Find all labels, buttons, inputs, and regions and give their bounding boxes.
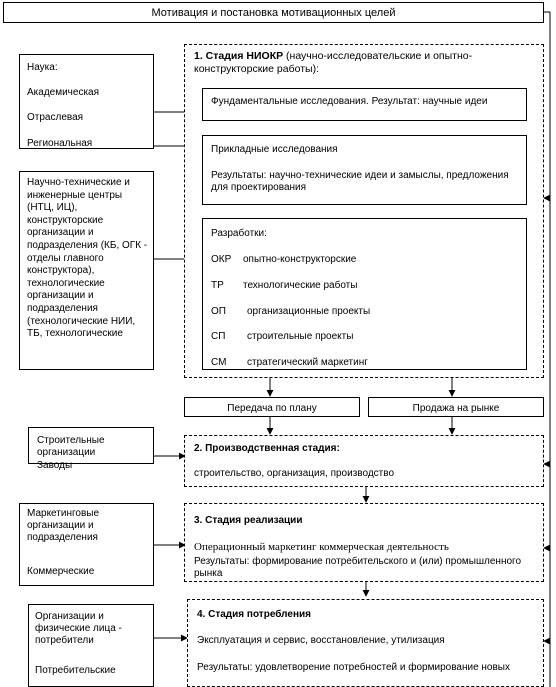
dev-name: опытно-конструкторские: [243, 254, 357, 265]
fundamental-text: Фундаментальные исследования. Результат: научные идеи: [211, 96, 488, 107]
transfer-plan-label: Передача по плану: [227, 403, 317, 414]
developments-title: Разработки:: [211, 228, 267, 239]
science-box: [19, 54, 154, 149]
construction-plants: Заводы: [37, 460, 73, 471]
dev-name: организационные проекты: [247, 306, 371, 317]
transfer-market-box: [368, 397, 544, 417]
developments-box: [202, 218, 527, 370]
dev-name: стратегический маркетинг: [247, 357, 368, 368]
dev-code: ТР: [211, 280, 224, 291]
dev-code: СП: [211, 331, 226, 342]
stage2-box: [184, 435, 544, 487]
transfer-market-label: Продажа на рынке: [412, 403, 500, 414]
centers-text: Научно-технические и инженерные центры (НТЦ, ИЦ), конструкторские организации и подразделения (КБ, ОГК - отделы главного конструктора), технологические организации и подразделения (технологические НИИ, ТБ, технологические: [27, 177, 148, 340]
stage4-result: Результаты: удовлетворение потребностей и формирование новых: [197, 662, 510, 673]
marketing-box: [19, 503, 154, 586]
stage1-title: 1. Стадия НИОКР (научно-исследовательские и опытно-конструкторские работы):: [194, 50, 473, 75]
dev-name: строительные проекты: [247, 331, 354, 342]
dev-code: ОКР: [211, 254, 232, 265]
stage4-service: Эксплуатация и сервис, восстановление, утилизация: [197, 635, 445, 646]
science-heading: Наука:: [27, 62, 58, 73]
applied-result: Результаты: научно-технические идеи и замыслы, предложения для проектирования: [211, 170, 509, 193]
centers-box: [19, 171, 154, 370]
consumers-consumer: Потребительские: [35, 665, 116, 676]
consumers-orgs: Организации и физические лица - потребители: [35, 611, 122, 646]
marketing-orgs: Маркетинговые организации и подразделения: [27, 508, 100, 543]
header-box: [3, 2, 544, 23]
stage2-text: строительство, организация, производство: [194, 468, 395, 479]
dev-name: технологические работы: [243, 280, 358, 291]
stage4-title: 4. Стадия потребления: [197, 609, 311, 620]
marketing-commercial: Коммерческие: [27, 566, 95, 577]
consumers-box: [28, 604, 154, 687]
construction-box: [28, 427, 154, 471]
dev-code: ОП: [211, 306, 226, 317]
dev-code: СМ: [211, 357, 227, 368]
applied-title: Прикладные исследования: [211, 144, 338, 155]
stage3-marketing: Операционный маркетинг коммерческая деятельность: [194, 541, 449, 553]
stage2-title: 2. Производственная стадия:: [194, 443, 340, 454]
stage4-box: [187, 599, 544, 687]
construction-orgs: Строительные организации: [37, 435, 105, 458]
science-regional: Региональная: [27, 138, 93, 149]
transfer-plan-box: [184, 397, 360, 417]
applied-box: [202, 135, 527, 205]
stage3-result: Результаты: формирование потребительского и (или) промышленного рынка: [194, 556, 522, 579]
stage3-title: 3. Стадия реализации: [194, 515, 303, 526]
science-academic: Академическая: [27, 87, 100, 98]
fundamental-box: [202, 88, 527, 121]
header-title: Мотивация и постановка мотивационных целей: [151, 7, 396, 19]
stage3-box: [184, 503, 544, 582]
science-branch: Отраслевая: [27, 112, 84, 123]
